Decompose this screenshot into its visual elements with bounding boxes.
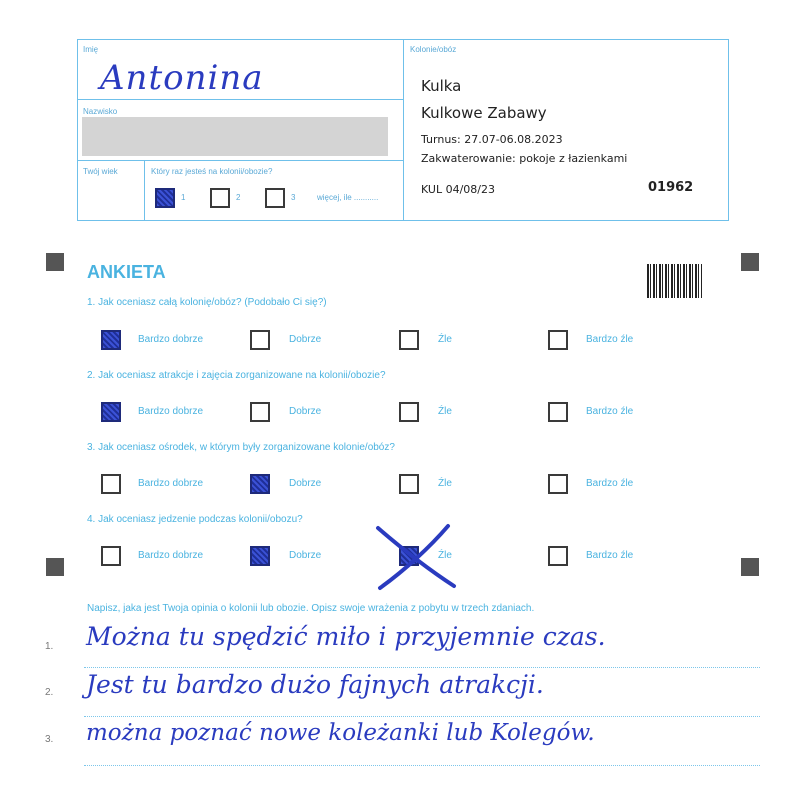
q4-checkbox-bardzo-dobrze[interactable] <box>101 546 121 566</box>
wiek-label: Twój wiek <box>83 167 118 176</box>
q2-option-dobrze: Dobrze <box>289 406 322 417</box>
barcode <box>647 264 702 298</box>
opinion-prompt: Napisz, jaka jest Twoja opinia o kolonii lub obozie. Opisz swoje wrażenia z pobytu w trzech zdaniach. <box>87 603 535 614</box>
form-number: 01962 <box>648 180 694 195</box>
q2-option-bardzo-dobrze: Bardzo dobrze <box>138 406 204 417</box>
camp-name: Kulka <box>421 77 462 95</box>
registration-mark-bottom-right <box>741 558 759 576</box>
question-2: 2. Jak oceniasz atrakcje i zajęcia zorganizowane na kolonii/obozie? <box>87 370 386 381</box>
count-option-1: 1 <box>181 193 186 202</box>
answer-2[interactable]: Jest tu bardzo dużo fajnych atrakcji. <box>86 670 544 699</box>
header-divider-age-vertical <box>144 160 145 220</box>
q3-option-bardzo-dobrze: Bardzo dobrze <box>138 478 204 489</box>
answer-3[interactable]: można poznać nowe koleżanki lub Kolegów. <box>86 720 595 746</box>
question-3: 3. Jak oceniasz ośrodek, w którym były zorganizowane kolonie/obóz? <box>87 442 395 453</box>
q1-option-zle: Źle <box>438 334 452 345</box>
q3-option-dobrze: Dobrze <box>289 478 322 489</box>
q1-option-dobrze: Dobrze <box>289 334 322 345</box>
q1-checkbox-bardzo-zle[interactable] <box>548 330 568 350</box>
imie-value: Antonina <box>100 58 264 98</box>
answer-line-1 <box>84 667 760 668</box>
q2-option-bardzo-zle: Bardzo źle <box>586 406 634 417</box>
header-divider-age <box>77 160 403 161</box>
answer-line-3 <box>84 765 760 766</box>
answer-number-1: 1. <box>45 641 54 652</box>
q1-checkbox-bardzo-dobrze[interactable] <box>101 330 121 350</box>
count-checkbox-2[interactable] <box>210 188 230 208</box>
count-option-more: więcej, ile ........... <box>317 193 379 202</box>
q4-checkbox-bardzo-zle[interactable] <box>548 546 568 566</box>
count-option-2: 2 <box>236 193 241 202</box>
q4-option-dobrze: Dobrze <box>289 550 322 561</box>
header-divider-name <box>77 99 403 100</box>
q3-option-zle: Źle <box>438 478 452 489</box>
header-divider-vertical <box>403 39 404 220</box>
form-code: KUL 04/08/23 <box>421 183 495 196</box>
answer-number-2: 2. <box>45 687 54 698</box>
q1-checkbox-zle[interactable] <box>399 330 419 350</box>
q2-checkbox-bardzo-zle[interactable] <box>548 402 568 422</box>
count-checkbox-3[interactable] <box>265 188 285 208</box>
question-4: 4. Jak oceniasz jedzenie podczas kolonii/obozu? <box>87 514 303 525</box>
q4-checkbox-dobrze[interactable] <box>250 546 270 566</box>
survey-title: ANKIETA <box>87 262 166 282</box>
question-1: 1. Jak oceniasz całą kolonię/obóz? (Podobało Ci się?) <box>87 297 327 308</box>
q1-option-bardzo-zle: Bardzo źle <box>586 334 634 345</box>
count-option-3: 3 <box>291 193 296 202</box>
turnus: Turnus: 27.07-06.08.2023 <box>421 133 563 146</box>
count-checkbox-1[interactable] <box>155 188 175 208</box>
ktory-raz-label: Który raz jesteś na kolonii/obozie? <box>151 167 273 176</box>
registration-mark-top-left <box>46 253 64 271</box>
q3-checkbox-bardzo-zle[interactable] <box>548 474 568 494</box>
q4-option-bardzo-zle: Bardzo źle <box>586 550 634 561</box>
q2-checkbox-zle[interactable] <box>399 402 419 422</box>
nazwisko-label: Nazwisko <box>83 107 118 116</box>
registration-mark-bottom-left <box>46 558 64 576</box>
zakwaterowanie: Zakwaterowanie: pokoje z łazienkami <box>421 152 628 165</box>
nazwisko-redaction <box>82 117 388 156</box>
q1-checkbox-dobrze[interactable] <box>250 330 270 350</box>
q3-checkbox-zle[interactable] <box>399 474 419 494</box>
kolonie-label: Kolonie/obóz <box>410 45 457 54</box>
q2-checkbox-dobrze[interactable] <box>250 402 270 422</box>
answer-1[interactable]: Można tu spędzić miło i przyjemnie czas. <box>86 622 606 651</box>
q4-option-bardzo-dobrze: Bardzo dobrze <box>138 550 204 561</box>
imie-label: Imię <box>83 45 99 54</box>
camp-subtitle: Kulkowe Zabawy <box>421 104 547 122</box>
q3-option-bardzo-zle: Bardzo źle <box>586 478 634 489</box>
q2-checkbox-bardzo-dobrze[interactable] <box>101 402 121 422</box>
q4-option-zle: Źle <box>438 550 452 561</box>
q3-checkbox-bardzo-dobrze[interactable] <box>101 474 121 494</box>
registration-mark-top-right <box>741 253 759 271</box>
q3-checkbox-dobrze[interactable] <box>250 474 270 494</box>
answer-number-3: 3. <box>45 734 54 745</box>
q1-option-bardzo-dobrze: Bardzo dobrze <box>138 334 204 345</box>
q2-option-zle: Źle <box>438 406 452 417</box>
answer-line-2 <box>84 716 760 717</box>
